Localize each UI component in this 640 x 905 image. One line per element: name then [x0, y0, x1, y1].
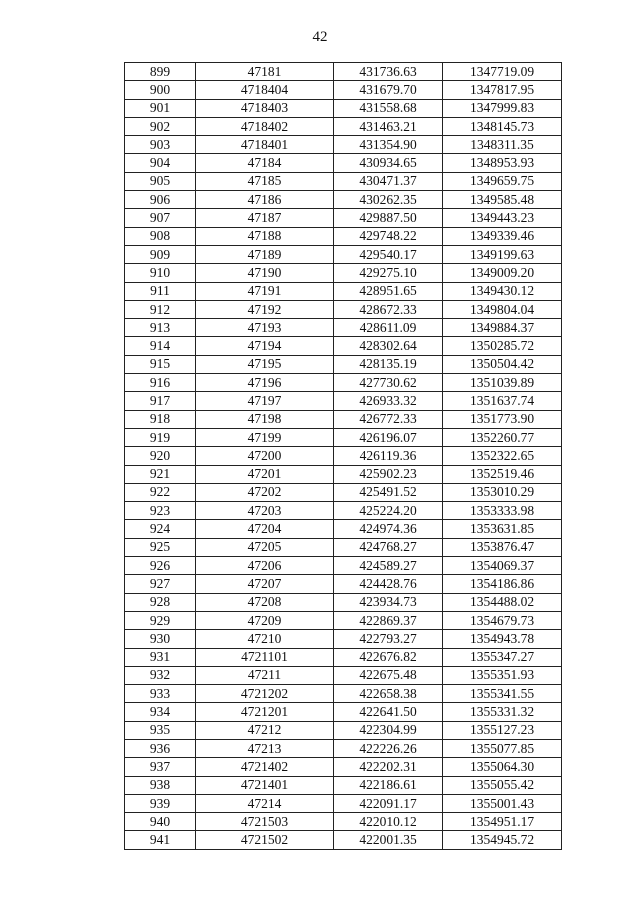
row-number-cell: 941 [125, 831, 196, 849]
x-coordinate-cell: 424974.36 [334, 520, 443, 538]
coordinates-table [124, 62, 562, 850]
table-row [125, 245, 562, 263]
row-number-cell: 908 [125, 227, 196, 245]
x-coordinate-cell: 424768.27 [334, 538, 443, 556]
point-id-cell: 47181 [196, 63, 334, 81]
x-coordinate-cell: 428611.09 [334, 319, 443, 337]
x-coordinate-cell: 425491.52 [334, 483, 443, 501]
point-id-cell: 47204 [196, 520, 334, 538]
point-id-cell: 4721201 [196, 703, 334, 721]
y-coordinate-cell: 1355055.42 [443, 776, 562, 794]
x-coordinate-cell: 426772.33 [334, 410, 443, 428]
point-id-cell: 47198 [196, 410, 334, 428]
row-number-cell: 931 [125, 648, 196, 666]
point-id-cell: 47213 [196, 739, 334, 757]
y-coordinate-cell: 1347817.95 [443, 81, 562, 99]
y-coordinate-cell: 1354488.02 [443, 593, 562, 611]
y-coordinate-cell: 1349339.46 [443, 227, 562, 245]
point-id-cell: 47205 [196, 538, 334, 556]
point-id-cell: 47192 [196, 300, 334, 318]
point-id-cell: 47207 [196, 575, 334, 593]
table-row [125, 794, 562, 812]
point-id-cell: 47186 [196, 191, 334, 209]
point-id-cell: 4718404 [196, 81, 334, 99]
x-coordinate-cell: 430471.37 [334, 172, 443, 190]
point-id-cell: 47210 [196, 630, 334, 648]
point-id-cell: 4718401 [196, 136, 334, 154]
x-coordinate-cell: 428951.65 [334, 282, 443, 300]
y-coordinate-cell: 1349430.12 [443, 282, 562, 300]
table-row [125, 154, 562, 172]
y-coordinate-cell: 1352322.65 [443, 447, 562, 465]
point-id-cell: 4718402 [196, 117, 334, 135]
row-number-cell: 927 [125, 575, 196, 593]
row-number-cell: 914 [125, 337, 196, 355]
y-coordinate-cell: 1355001.43 [443, 794, 562, 812]
y-coordinate-cell: 1349884.37 [443, 319, 562, 337]
point-id-cell: 47195 [196, 355, 334, 373]
row-number-cell: 924 [125, 520, 196, 538]
table-row [125, 300, 562, 318]
row-number-cell: 915 [125, 355, 196, 373]
x-coordinate-cell: 429275.10 [334, 264, 443, 282]
y-coordinate-cell: 1349585.48 [443, 191, 562, 209]
table-row [125, 557, 562, 575]
point-id-cell: 47190 [196, 264, 334, 282]
point-id-cell: 47185 [196, 172, 334, 190]
x-coordinate-cell: 428135.19 [334, 355, 443, 373]
y-coordinate-cell: 1349199.63 [443, 245, 562, 263]
row-number-cell: 913 [125, 319, 196, 337]
row-number-cell: 919 [125, 428, 196, 446]
table-row [125, 191, 562, 209]
y-coordinate-cell: 1354679.73 [443, 611, 562, 629]
row-number-cell: 911 [125, 282, 196, 300]
row-number-cell: 936 [125, 739, 196, 757]
table-row [125, 392, 562, 410]
point-id-cell: 47188 [196, 227, 334, 245]
table-row [125, 483, 562, 501]
row-number-cell: 928 [125, 593, 196, 611]
row-number-cell: 904 [125, 154, 196, 172]
row-number-cell: 902 [125, 117, 196, 135]
y-coordinate-cell: 1351773.90 [443, 410, 562, 428]
point-id-cell: 4718403 [196, 99, 334, 117]
point-id-cell: 47191 [196, 282, 334, 300]
x-coordinate-cell: 422641.50 [334, 703, 443, 721]
y-coordinate-cell: 1353631.85 [443, 520, 562, 538]
point-id-cell: 47206 [196, 557, 334, 575]
y-coordinate-cell: 1351637.74 [443, 392, 562, 410]
x-coordinate-cell: 429748.22 [334, 227, 443, 245]
y-coordinate-cell: 1349009.20 [443, 264, 562, 282]
row-number-cell: 912 [125, 300, 196, 318]
x-coordinate-cell: 422304.99 [334, 721, 443, 739]
table-row [125, 703, 562, 721]
y-coordinate-cell: 1353010.29 [443, 483, 562, 501]
y-coordinate-cell: 1350285.72 [443, 337, 562, 355]
x-coordinate-cell: 429540.17 [334, 245, 443, 263]
table-row [125, 758, 562, 776]
y-coordinate-cell: 1348953.93 [443, 154, 562, 172]
row-number-cell: 930 [125, 630, 196, 648]
row-number-cell: 925 [125, 538, 196, 556]
table-row [125, 666, 562, 684]
row-number-cell: 929 [125, 611, 196, 629]
point-id-cell: 47197 [196, 392, 334, 410]
y-coordinate-cell: 1352260.77 [443, 428, 562, 446]
point-id-cell: 47214 [196, 794, 334, 812]
row-number-cell: 906 [125, 191, 196, 209]
x-coordinate-cell: 431736.63 [334, 63, 443, 81]
point-id-cell: 4721503 [196, 813, 334, 831]
y-coordinate-cell: 1350504.42 [443, 355, 562, 373]
table-row [125, 355, 562, 373]
x-coordinate-cell: 422186.61 [334, 776, 443, 794]
x-coordinate-cell: 422010.12 [334, 813, 443, 831]
y-coordinate-cell: 1349443.23 [443, 209, 562, 227]
table-row [125, 136, 562, 154]
point-id-cell: 4721401 [196, 776, 334, 794]
row-number-cell: 926 [125, 557, 196, 575]
x-coordinate-cell: 426196.07 [334, 428, 443, 446]
table-row [125, 776, 562, 794]
row-number-cell: 923 [125, 502, 196, 520]
table-row [125, 282, 562, 300]
table-row [125, 99, 562, 117]
row-number-cell: 899 [125, 63, 196, 81]
point-id-cell: 47189 [196, 245, 334, 263]
table-row [125, 81, 562, 99]
x-coordinate-cell: 422675.48 [334, 666, 443, 684]
y-coordinate-cell: 1355064.30 [443, 758, 562, 776]
row-number-cell: 940 [125, 813, 196, 831]
point-id-cell: 4721101 [196, 648, 334, 666]
y-coordinate-cell: 1353333.98 [443, 502, 562, 520]
x-coordinate-cell: 422676.82 [334, 648, 443, 666]
row-number-cell: 900 [125, 81, 196, 99]
x-coordinate-cell: 422202.31 [334, 758, 443, 776]
row-number-cell: 918 [125, 410, 196, 428]
y-coordinate-cell: 1355331.32 [443, 703, 562, 721]
x-coordinate-cell: 422001.35 [334, 831, 443, 849]
point-id-cell: 47212 [196, 721, 334, 739]
y-coordinate-cell: 1354951.17 [443, 813, 562, 831]
row-number-cell: 932 [125, 666, 196, 684]
y-coordinate-cell: 1354186.86 [443, 575, 562, 593]
point-id-cell: 47199 [196, 428, 334, 446]
y-coordinate-cell: 1355127.23 [443, 721, 562, 739]
coordinates-table-body [125, 63, 562, 850]
y-coordinate-cell: 1354945.72 [443, 831, 562, 849]
y-coordinate-cell: 1348145.73 [443, 117, 562, 135]
row-number-cell: 921 [125, 465, 196, 483]
point-id-cell: 47196 [196, 374, 334, 392]
row-number-cell: 907 [125, 209, 196, 227]
x-coordinate-cell: 425224.20 [334, 502, 443, 520]
x-coordinate-cell: 426119.36 [334, 447, 443, 465]
point-id-cell: 47194 [196, 337, 334, 355]
y-coordinate-cell: 1351039.89 [443, 374, 562, 392]
x-coordinate-cell: 430934.65 [334, 154, 443, 172]
point-id-cell: 47184 [196, 154, 334, 172]
table-row [125, 209, 562, 227]
table-row [125, 611, 562, 629]
x-coordinate-cell: 429887.50 [334, 209, 443, 227]
x-coordinate-cell: 431558.68 [334, 99, 443, 117]
page-number: 42 [312, 29, 328, 45]
point-id-cell: 4721502 [196, 831, 334, 849]
table-row [125, 630, 562, 648]
table-row [125, 739, 562, 757]
table-row [125, 227, 562, 245]
x-coordinate-cell: 431354.90 [334, 136, 443, 154]
table-row [125, 502, 562, 520]
y-coordinate-cell: 1347719.09 [443, 63, 562, 81]
row-number-cell: 920 [125, 447, 196, 465]
table-row [125, 465, 562, 483]
row-number-cell: 935 [125, 721, 196, 739]
row-number-cell: 934 [125, 703, 196, 721]
row-number-cell: 905 [125, 172, 196, 190]
x-coordinate-cell: 422793.27 [334, 630, 443, 648]
y-coordinate-cell: 1353876.47 [443, 538, 562, 556]
x-coordinate-cell: 422226.26 [334, 739, 443, 757]
row-number-cell: 933 [125, 685, 196, 703]
table-row [125, 319, 562, 337]
y-coordinate-cell: 1354943.78 [443, 630, 562, 648]
y-coordinate-cell: 1347999.83 [443, 99, 562, 117]
row-number-cell: 901 [125, 99, 196, 117]
point-id-cell: 4721402 [196, 758, 334, 776]
table-row [125, 831, 562, 849]
table-row [125, 538, 562, 556]
y-coordinate-cell: 1348311.35 [443, 136, 562, 154]
row-number-cell: 922 [125, 483, 196, 501]
table-row [125, 593, 562, 611]
x-coordinate-cell: 424428.76 [334, 575, 443, 593]
y-coordinate-cell: 1349659.75 [443, 172, 562, 190]
y-coordinate-cell: 1355347.27 [443, 648, 562, 666]
x-coordinate-cell: 427730.62 [334, 374, 443, 392]
x-coordinate-cell: 422869.37 [334, 611, 443, 629]
table-row [125, 172, 562, 190]
point-id-cell: 47209 [196, 611, 334, 629]
x-coordinate-cell: 430262.35 [334, 191, 443, 209]
table-row [125, 374, 562, 392]
y-coordinate-cell: 1355341.55 [443, 685, 562, 703]
table-row [125, 575, 562, 593]
table-row [125, 721, 562, 739]
y-coordinate-cell: 1354069.37 [443, 557, 562, 575]
x-coordinate-cell: 422658.38 [334, 685, 443, 703]
point-id-cell: 47200 [196, 447, 334, 465]
row-number-cell: 916 [125, 374, 196, 392]
table-row [125, 447, 562, 465]
row-number-cell: 910 [125, 264, 196, 282]
table-row [125, 63, 562, 81]
table-row [125, 648, 562, 666]
table-row [125, 520, 562, 538]
table-row [125, 685, 562, 703]
y-coordinate-cell: 1352519.46 [443, 465, 562, 483]
point-id-cell: 47208 [196, 593, 334, 611]
point-id-cell: 47193 [196, 319, 334, 337]
y-coordinate-cell: 1349804.04 [443, 300, 562, 318]
table-row [125, 813, 562, 831]
y-coordinate-cell: 1355077.85 [443, 739, 562, 757]
point-id-cell: 47202 [196, 483, 334, 501]
point-id-cell: 47187 [196, 209, 334, 227]
x-coordinate-cell: 431463.21 [334, 117, 443, 135]
table-row [125, 264, 562, 282]
x-coordinate-cell: 425902.23 [334, 465, 443, 483]
table-row [125, 410, 562, 428]
x-coordinate-cell: 423934.73 [334, 593, 443, 611]
row-number-cell: 939 [125, 794, 196, 812]
row-number-cell: 909 [125, 245, 196, 263]
row-number-cell: 937 [125, 758, 196, 776]
x-coordinate-cell: 422091.17 [334, 794, 443, 812]
row-number-cell: 938 [125, 776, 196, 794]
row-number-cell: 903 [125, 136, 196, 154]
y-coordinate-cell: 1355351.93 [443, 666, 562, 684]
x-coordinate-cell: 428302.64 [334, 337, 443, 355]
x-coordinate-cell: 424589.27 [334, 557, 443, 575]
x-coordinate-cell: 428672.33 [334, 300, 443, 318]
x-coordinate-cell: 431679.70 [334, 81, 443, 99]
table-row [125, 117, 562, 135]
table-row [125, 428, 562, 446]
point-id-cell: 47203 [196, 502, 334, 520]
point-id-cell: 4721202 [196, 685, 334, 703]
row-number-cell: 917 [125, 392, 196, 410]
point-id-cell: 47211 [196, 666, 334, 684]
point-id-cell: 47201 [196, 465, 334, 483]
table-row [125, 337, 562, 355]
x-coordinate-cell: 426933.32 [334, 392, 443, 410]
